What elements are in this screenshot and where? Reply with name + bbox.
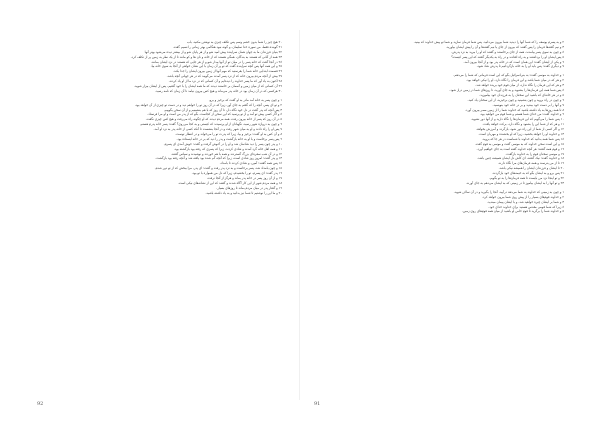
verse-line: ٢٩ آن کسانی که از میان زمین و آسمان بر خاستند دیدند که ما همه ایشان را با خود گفتیم، پس از ایشان بیزار شوید.	[133, 84, 282, 89]
verse-line: ٩ و خداوند گفت: من خدای شما هستم و شما قوم من خواهید بود.	[479, 112, 564, 117]
verse-line: ١ و چون پسر به خانه آمد مادر به او گفت که برخیز و برو.	[208, 97, 282, 102]
verse-line: ١٠ پس شما را می‌گویم که این فرمان‌ها را نگاه دارید و از آنها دور نشوید.	[470, 117, 564, 122]
verse-line: ١٧ و موسی سخنان قوم را به خداوند بازگفت.	[505, 151, 564, 156]
verse-line: ١٣ و خداوند او را خواهد بخشید، زیرا که او بخشنده و مهربان است.	[478, 132, 564, 137]
verse-line: ١٨ و همه مردم شهر از این کار آگاه شدند و گفتند که این از نشانه‌های نیکی است.	[177, 180, 282, 185]
left-verse-block-1	[36, 40, 282, 94]
verse-line: ٢٢ و تو اینجا نزد من بایست تا همه فرمان‌ها را به تو بگویم.	[489, 176, 564, 181]
verse-line: ١١ و هر که از شما این را بشنود و نگاه دارد، برکت خواهد یافت.	[482, 122, 564, 127]
verse-line: ٣ و هر که این فرمان را نگاه ندارد، از میان قوم خود بریده خواهد شد.	[475, 83, 564, 88]
verse-line: ١٣ و پدر گفت: امروز روز شادی است، زیرا که آنچه گم شده بود یافته شد و آنچه رفته بود بازگشت.	[155, 156, 282, 161]
verse-line: ٤ زیرا که شما قومی مقدس هستید برای خداوند خدای خود.	[488, 204, 564, 209]
verse-line: ١٦ و قوم همه گفتند: هر آنچه خداوند گفته است به جای خواهیم آورد.	[476, 146, 564, 151]
verse-line: ٨ و آن کس به او گفت: برخیز و بیا، زیرا که پدرت تو را می‌خواند و در انتظار توست.	[175, 132, 282, 137]
verse-line: ١٤ پس همه گفتند: آمین، و شادی کردند تا بامداد.	[219, 161, 282, 166]
verse-line: ٤ و چون به سوی پسر بیامدند، همه از جای برخاستند و گفتند که او را ببرید به نزد پدرش.	[451, 49, 564, 54]
verse-line: ٢ و به پسرم یوسف را که شما آنها را دیدید شما بیرون می‌دانید. پس شما فرمان سازید و شما تو پیش خداوند که بینید.	[413, 40, 564, 44]
verse-line: ٢٠ و ما این را نوشتیم تا شما نیز بدانید و به یاد داشته باشید.	[205, 190, 282, 195]
verse-line: ٢١ گوینده فقط، من سوره خدا سلیمان. و گونه نبود هنگامی بهتر زمانی را نسیم گفت.	[172, 44, 282, 49]
verse-line: ٥ در آن روز که پسر از خانه بیرون رفت، همه مردم دیدند که او چگونه راه می‌رفت و هیچ کس چیزی نگفت.	[145, 117, 282, 122]
verse-line: ١١ و همه اهل خانه گرد آمدند و شادی کردند، زیرا که پسری که رفته بود بازگشته بود.	[173, 146, 282, 151]
verse-line: ١٤ پس شما همه بدانید که خداوند با شماست در هر جا که بروید.	[481, 136, 564, 141]
verse-line: ٣ پس آنچه که پدر گفت در دل خود نگاه دار، تا آن روز که با هم بنشینیم و از آن سخن بگوییم.	[163, 107, 282, 112]
verse-line: ٤ پس شما همه این فرمان‌ها را بشنوید و به جای آورید، تا روزهای شما در زمین دراز شود.	[449, 88, 564, 93]
verse-line: ١ و چون به زمینی که خداوند به شما می‌دهد درآیید، آنجا را بگیرید و در آن ساکن شوید.	[453, 189, 564, 194]
verse-line: ٦ و چون به دروازه شهر رسید، نگهبانان از او پرسیدند که کیستی و به کجا می‌روی؟ گفت: پسر خانه پدرم هستم.	[139, 122, 282, 127]
left-page-number: 92	[37, 401, 44, 407]
verse-line: ٦ و یکی از ایشان گفت: این همان است که در خانه پدر بود و از آنجا بیرون آمد.	[463, 59, 564, 64]
verse-line: ٢ و هر که در میان شما باشد و این فرمان را نگاه دارد، او را نیکی خواهد بود.	[466, 78, 564, 83]
verse-line: ١٢ و در آن شب سفره‌ای بزرگ گستردند و همه با هم خوردند و نوشیدند و سپاس گفتند.	[170, 151, 282, 156]
verse-line: ٢٧ بیش از آنچه مردم بیرون خانه که از نزد پسر آمدند می‌گویند که در هر جهانی آنچه باشد.	[166, 74, 282, 79]
verse-line: ١٩ و گفتار پدر در میان مردم بماند تا روزهای بسیار.	[216, 185, 282, 190]
verse-line: ١٨ و خداوند گفت: نیک گفتند، ای کاش دل ایشان همیشه چنین باشد.	[477, 156, 564, 161]
verse-line: ٥ پس ایشان او را برداشتند و به راه افتادند و در راه به یکدیگر گفتند که این پسر کیست؟	[451, 54, 564, 59]
verse-line: ٣ و شما بر ایشان چیره خواهید شد، و با ایشان پیمان مبندید.	[487, 199, 564, 204]
verse-line: ٢٦ قسمت ابتدایی خانه شما را بفرستید که مهم آنها از زمین بیرون ایشان را جدا بکند.	[173, 69, 282, 74]
verse-line: ١٦ پدر گفت: ای پسرم، تو را بخشیدم، زیرا که دل من همواره با تو بود.	[191, 171, 282, 176]
right-page	[318, 40, 564, 390]
verse-line: ٣ و نیم گفته‌ها فرمان را پس گفتند که بیرون از جای یا نیم گفته‌ها و آن را پیش ایشان بیاورید.	[445, 44, 564, 49]
verse-line: ٢٠ تا ایشان و فرزندان ایشان را همیشه نیکی باشد.	[498, 166, 564, 171]
verse-line: ٧ پس او را راه دادند و او به میان شهر رفت و در آنجا بنشست تا آنکه کسی از خانه پدر به نزد او آمد.	[153, 127, 282, 132]
right-verse-block-1	[318, 40, 564, 69]
verse-line: ١٢ و اگر کسی از شما از این راه دور شود، بازگردد و آمرزش بخواهد.	[475, 127, 564, 132]
verse-line: ٢ و خداوند قوم‌های بسیار را از پیش روی شما بیرون خواهد کرد.	[482, 194, 564, 199]
page-gutter	[299, 30, 300, 400]
verse-line: ١٧ و از آن روز پسر در خانه پدر بماند و هرگز از آنجا نرفت.	[206, 176, 282, 181]
right-verse-block-3	[318, 190, 564, 214]
verse-line: ٢ و تو ای پسر، آنچه را که گفتم به جای آور، زیرا که در آن روز تو را خواهم دید و در دست تو چیزی از آن خواهد بود.	[134, 102, 282, 107]
verse-line: ١ و خداوند به موسی گفت: به بنی‌اسرائیل بگو که این است فرمانی که شما را می‌دهم.	[453, 73, 564, 78]
verse-line: ١٩ تا از من بترسند و همه فرمان‌های مرا نگاه دارند.	[497, 161, 564, 166]
verse-line: ٢٣ همه از آنانی که هستند به بندگان، همگی هستند که از خانه و نان ها و کو مانند تا از یک نظر به زمین پر از تکلف کرد.	[130, 54, 282, 59]
verse-line: ١٥ و این است سخن خداوند که به موسی گفت و موسی به قوم گفت.	[474, 141, 564, 146]
verse-line: ٤ و اگر کسی پیش تو آمد و از تو پرسید که این سخن از کجاست، بگو که از پدر من است و او مرا فرستاد.	[147, 112, 282, 117]
verse-line: ٧ و آنها را بر دست خود ببندید و بر در خانه خود بنویسید.	[492, 102, 564, 107]
verse-line: ٢٨ اکنون به یاد آور که ما پسر خداوند را دیده‌ایم و آن کسانی که در نزد ما از او یاد کردند.	[168, 79, 282, 84]
right-page-number: 91	[314, 401, 321, 407]
verse-line: ٧ و دیگری گفت: پس باید او را به خانه بازگردانیم تا پدرش شاد شود.	[476, 64, 564, 69]
verse-line: ٢٤ در آنجا گفت که خانه پسر را در میان تو از آنها بیدار شو و از هر جایی که هستند در نزد ایشان بمانند.	[150, 59, 282, 64]
left-page	[36, 40, 282, 390]
verse-line: ٢٣ و تو آنها را به ایشان بیاموز تا در زمینی که به ایشان می‌دهم به جای آورند.	[465, 180, 564, 185]
verse-line: ٦ و چون در راه بروید و چون بنشینید و چون برخیزید، از این سخنان یاد کنید.	[467, 97, 564, 102]
right-verse-block-2	[318, 73, 564, 185]
verse-line: ٢٠ هیچ چیز را شما بدون خشم وسم پس تکلف چیزی به نوشتن مکنید. باب	[186, 40, 282, 44]
verse-line: ٥ و خداوند شما را برگزید تا قوم خاص او باشید از میان همه قوم‌های روی زمین.	[462, 209, 564, 214]
verse-line: ١٥ و چون بامداد شد، پسر برخاست و به نزد پدر رفت و گفت: ای پدر، مرا ببخش که از تو دور شدم.	[154, 166, 282, 171]
verse-line: ١٠ و پدر چون پسر را دید شادمان شد و او را در آغوش گرفت و گفت: خوش آمدی ای پسرم.	[163, 141, 282, 146]
verse-line: ٢١ پس برو و به ایشان بگو که به خیمه‌های خود بازگردند.	[491, 171, 564, 176]
verse-line: ٨ تا همه روزها به یاد داشته باشید که خداوند شما را از زمین مصر بیرون آورد.	[465, 107, 564, 112]
verse-line: ٥ و در هر خانه‌ای که باشید این سخنان را به فرزندان خود بیاموزید.	[479, 92, 564, 97]
verse-line: ٣٠ هرکسی که در آن زمان بود در خانه پدر می‌ماند و هیچ کس بیرون نیامد تا آن زمان که نامه رسید.	[155, 88, 282, 93]
verse-line: ٢٥ و این همه آنها پس آنچه سراینده گفت که تو پر آن زمان با این نشان خواهی از آنجا به سوی خانه بیا.	[150, 64, 282, 69]
left-verse-block-2	[36, 98, 282, 196]
verse-line: ٢٢ بنیان فرزندان ما به جهان همان سراینده پیش امید شو و از هر پایان شو و از بیشتر دیده می‌شود بهتر آنها	[144, 49, 282, 54]
verse-line: ٩ پس پسر برخاست و با او به خانه بازگشت و پدر را دید که بر در خانه ایستاده بود.	[176, 136, 282, 141]
